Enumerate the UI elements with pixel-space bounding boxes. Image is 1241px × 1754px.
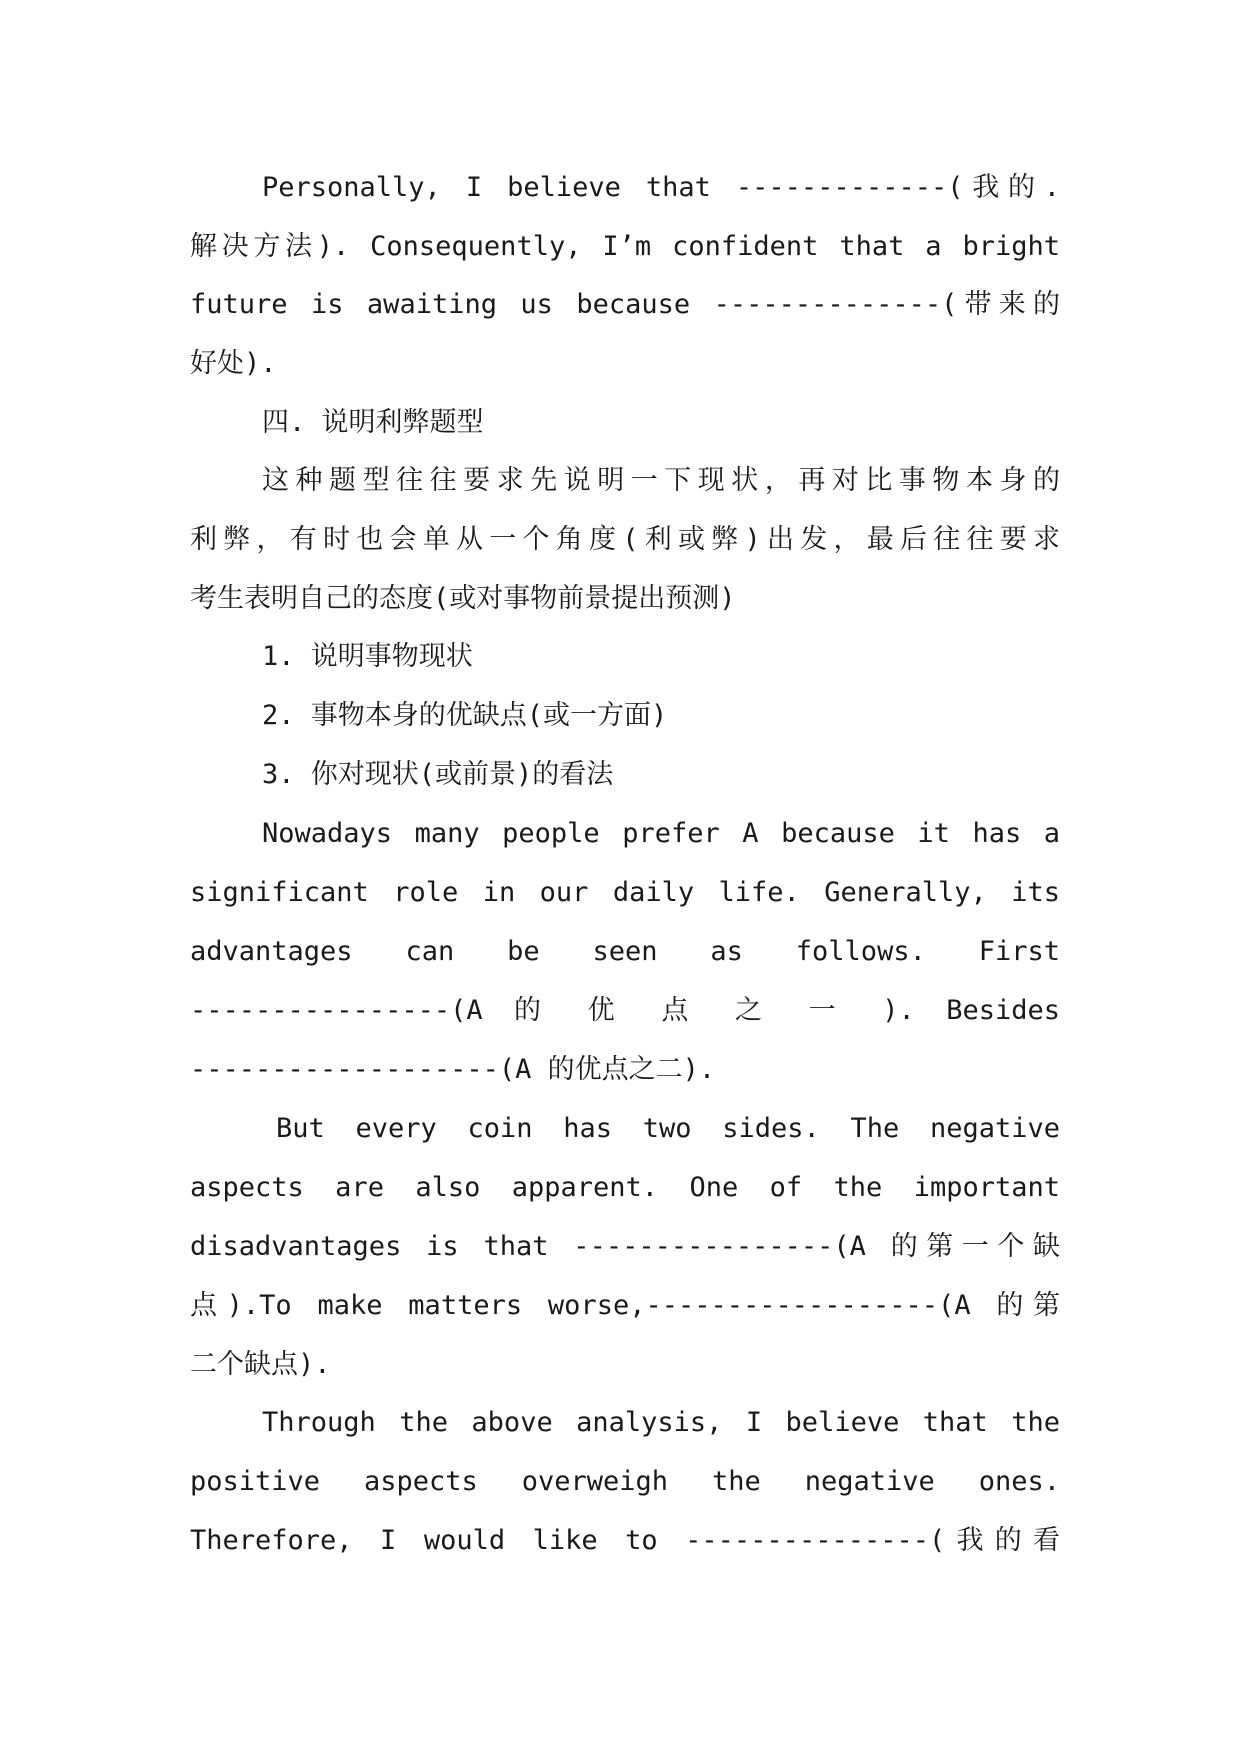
text-line: advantages can be seen as follows. First — [190, 936, 1060, 967]
text-line: 点).To make matters worse,------------------(A 的第 — [190, 1290, 1060, 1321]
text-line: But every coin has two sides. The negative — [276, 1113, 1060, 1144]
text-line: 考生表明自己的态度(或对事物前景提出预测) — [190, 583, 736, 614]
text-line: -------------------(A 的优点之二). — [190, 1054, 716, 1085]
text-line: Nowadays many people prefer A because it has a — [262, 818, 1060, 849]
list-item: 2. 事物本身的优缺点(或一方面) — [262, 700, 668, 731]
text-line: 二个缺点). — [190, 1349, 331, 1380]
text-line: 解决方法). Consequently, I’m confident that a bright — [190, 231, 1060, 262]
text-line: Through the above analysis, I believe that the — [262, 1407, 1060, 1438]
text-line: 利弊，有时也会单从一个角度(利或弊)出发，最后往往要求 — [190, 524, 1060, 555]
text-line: ----------------(A 的 优 点 之 一 ). Besides — [190, 995, 1060, 1026]
text-line: 好处). — [190, 348, 277, 379]
text-line: positive aspects overweigh the negative ones. — [190, 1466, 1060, 1497]
text-line: 这种题型往往要求先说明一下现状，再对比事物本身的 — [262, 465, 1060, 496]
list-item: 3. 你对现状(或前景)的看法 — [262, 759, 614, 790]
list-item: 1. 说明事物现状 — [262, 641, 473, 672]
text-line: disadvantages is that ----------------(A 的第一个缺 — [190, 1231, 1060, 1262]
text-line: aspects are also apparent. One of the important — [190, 1172, 1060, 1203]
text-line: future is awaiting us because --------------(带来的 — [190, 289, 1060, 320]
section-heading: 四. 说明利弊题型 — [262, 407, 484, 438]
text-line: Personally, I believe that -------------(我的. — [262, 172, 1060, 203]
text-line: Therefore, I would like to ---------------(我的看 — [190, 1525, 1060, 1556]
text-line: significant role in our daily life. Generally, its — [190, 877, 1060, 908]
